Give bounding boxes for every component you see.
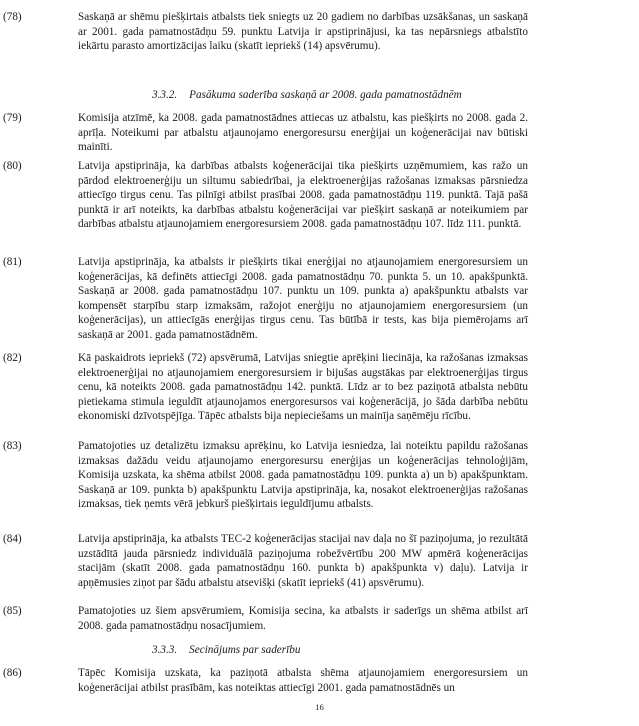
paragraph-number: (78) <box>3 11 22 23</box>
paragraph-78 <box>3 10 528 54</box>
subheading-number: 3.3.3. <box>152 644 178 656</box>
page-number: 16 <box>315 702 324 712</box>
paragraph-84 <box>3 532 528 590</box>
paragraph-text: Pamatojoties uz šiem apsvērumiem, Komisija secina, ka atbalsts ir saderīgs un shēma atbilst arī 2008. gada pamatnostādņu nosacījumiem. <box>78 605 528 632</box>
paragraph-number: (82) <box>3 352 22 364</box>
paragraph-number: (79) <box>3 112 22 124</box>
paragraph-number: (85) <box>3 605 22 617</box>
paragraph-text: Kā paskaidrots iepriekš (72) apsvērumā, Latvijas sniegtie aprēķini liecināja, ka ražošanas izmaksas elektroenerģijai no atjaunojamiem energoresursiem ir bijušas augstākas par elektroenerģijas tirgus cenu, kā noteikts 2008. gada pamatnostādņu 142. punktā. Līdz ar to bez paziņotā atbalsta nebūtu pietiekama stimula ieguldīt atjaunojamos energoresursos vai koģenerācijā, jo šāda darbība nebūtu ekonomiski dzīvotspējīga. Tāpēc atbalsts bija nepieciešams un mainīja saņēmēju rīcību. <box>78 352 528 423</box>
paragraph-85 <box>3 604 528 633</box>
paragraph-86 <box>3 666 528 695</box>
paragraph-text: Komisija atzīmē, ka 2008. gada pamatnostādnes attiecas uz atbalstu, kas piešķirts no 2008. gada 2. aprīļa. Noteikumi par atbalstu atjaunojamo energoresursu enerģijai un koģenerācijai nav būtiski mainīti. <box>78 112 528 154</box>
paragraph-text: Latvija apstiprināja, ka atbalsts ir piešķirts tikai enerģijai no atjaunojamiem energoresursiem un koģenerācijas, kā definēts attiecīgi 2008. gada pamatnostādņu 70. punkta 5. un 10. apakšpunktā. Saskaņā ar 2008. gada pamatnostādņu 107. punktu un 109. punkta a) apakšpunktu atbalsts var kompensēt starpību starp izmaksām, ražojot enerģiju no atjaunojamiem energoresursiem (un koģenerācijas), un attiecīgās enerģijas tirgus cenu. Tas būtībā ir tests, kas bija piemērojams arī saskaņā ar 2001. gada pamatnostādnēm. <box>78 256 528 341</box>
paragraph-text: Pamatojoties uz detalizētu izmaksu aprēķinu, ko Latvija iesniedza, lai noteiktu papildu ražošanas izmaksas dažādu veidu atjaunojamo energoresursu enerģijas un koģenerācijas tehnoloģijām, Komisija uzskata, ka shēma atbilst 2008. gada pamatnostādņu 109. punkta a) un b) apakšpunktam. Saskaņā ar 109. punkta b) apakšpunktu Latvija apstiprināja, ka, nosakot elektroenerģijas ražošanas izmaksas, tiek ņemts vērā jebkurš piešķirtais ieguldījumu atbalsts. <box>78 440 528 511</box>
paragraph-83 <box>3 439 528 512</box>
paragraph-text: Latvija apstiprināja, ka darbības atbalsts koģenerācijai tika piešķirts uzņēmumiem, kas ražo un pārdod elektroenerģiju un siltumu sabiedrībai, ja elektroenerģijas ražošanas izmaksas pārsniedza attiecīgo tirgus cenu. Tas pilnīgi atbilst prasībai 2008. gada pamatnostādņu 119. punktā. Tajā pašā punktā ir arī noteikts, ka darbības atbalstu koģenerācijai var piešķirt saskaņā ar noteikumiem par darbības atbalstu atjaunojamiem energoresursiem 2008. gada pamatnostādņu 107. līdz 111. punktā. <box>78 160 528 231</box>
paragraph-text: Tāpēc Komisija uzskata, ka paziņotā atbalsta shēma atjaunojamiem energoresursiem un koģenerācijai atbilst prasībām, kas noteiktas attiecīgi 2001. gada pamatnostādnēs un <box>78 667 528 694</box>
paragraph-number: (84) <box>3 533 22 545</box>
paragraph-number: (81) <box>3 256 22 268</box>
subheading-3-3-2 <box>152 88 462 103</box>
subheading-title: Pasākuma saderība saskaņā ar 2008. gada pamatnostādnēm <box>189 89 462 101</box>
subheading-3-3-3 <box>152 643 300 658</box>
paragraph-number: (86) <box>3 667 22 679</box>
paragraph-text: Saskaņā ar shēmu piešķirtais atbalsts tiek sniegts uz 20 gadiem no darbības uzsākšanas, un saskaņā ar 2001. gada pamatnostādņu 59. punktu Latvija ir apstiprinājusi, ka tas nepārsniegs atbalstīto iekārtu parasto amortizācijas laiku (skatīt iepriekš (14) apsvērumu). <box>78 11 528 53</box>
paragraph-81 <box>3 255 528 343</box>
subheading-number: 3.3.2. <box>152 89 178 101</box>
paragraph-80 <box>3 159 528 232</box>
paragraph-82 <box>3 351 528 424</box>
subheading-title: Secinājums par saderību <box>189 644 301 656</box>
paragraph-79 <box>3 111 528 155</box>
paragraph-number: (83) <box>3 440 22 452</box>
paragraph-text: Latvija apstiprināja, ka atbalsts TEC-2 koģenerācijas stacijai nav daļa no šī paziņojuma, jo rezultātā uzstādītā jauda pārsniedz individuālā paziņojuma robežvērtību 200 MW apmērā koģenerācijas stacijām (skatīt 2008. gada pamatnostādņu 160. punkta b) apakšpunkta v) daļu). Latvija ir apņēmusies ziņot par šādu atbalstu atsevišķi (skatīt iepriekš (41) apsvērumu). <box>78 533 528 589</box>
paragraph-number: (80) <box>3 160 22 172</box>
